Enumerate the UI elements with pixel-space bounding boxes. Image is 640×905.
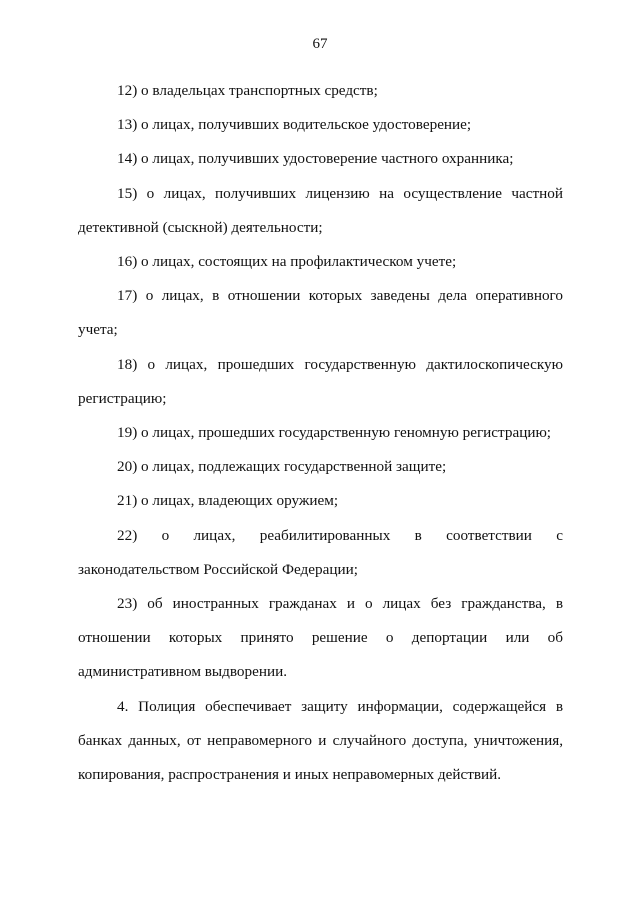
list-item-16: 16) о лицах, состоящих на профилактическом учете;	[117, 253, 457, 271]
page-number: 67	[312, 36, 328, 52]
list-item-14: 14) о лицах, получивших удостоверение частного охранника;	[117, 150, 514, 168]
list-item-15: 15) о лицах, получивших лицензию на осуществление частной детективной (сыскной) деятельности;	[78, 184, 563, 236]
list-item-12: 12) о владельцах транспортных средств;	[117, 82, 378, 99]
list-item-18: 18) о лицах, прошедших государственную дактилоскопическую регистрацию;	[78, 355, 563, 407]
section-4-paragraph: 4. Полиция обеспечивает защиту информации, содержащейся в банках данных, от неправомерного и случайного доступа, уничтожения, копирования, распространения и иных неправомерных действий.	[78, 697, 563, 784]
list-item-21: 21) о лицах, владеющих оружием;	[117, 492, 339, 510]
list-item-22: 22) о лицах, реабилитированных в соответствии с законодательством Российской Федерации;	[78, 526, 563, 578]
list-item-13: 13) о лицах, получивших водительское удостоверение;	[117, 116, 472, 134]
list-item-20: 20) о лицах, подлежащих государственной защите;	[117, 458, 447, 476]
document-body	[78, 74, 563, 792]
list-item-17: 17) о лицах, в отношении которых заведены дела оперативного учета;	[78, 287, 563, 339]
list-item-23: 23) об иностранных гражданах и о лицах без гражданства, в отношении которых принято решение о депортации или об административном выдворении.	[78, 595, 563, 681]
list-item-19: 19) о лицах, прошедших государственную геномную регистрацию;	[117, 424, 552, 442]
